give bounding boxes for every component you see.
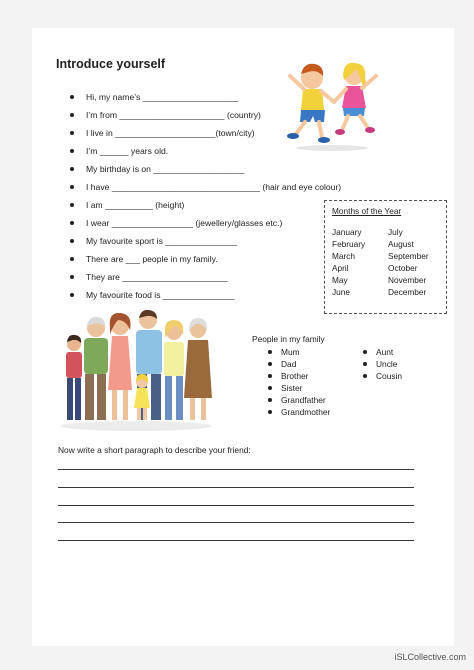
girl-skirt [343, 108, 365, 116]
boy-leg-left [296, 122, 305, 134]
sentence-item: My birthday is on ___________________ [70, 160, 341, 178]
months-row: June December [332, 287, 427, 297]
sentence-item: I’m from ______________________ (country) [70, 106, 341, 124]
bullet-icon [268, 374, 272, 378]
bullet-icon [363, 362, 367, 366]
grandfather-leg [97, 374, 106, 420]
boy-leg [75, 378, 81, 420]
writing-line [58, 522, 414, 523]
family-list-right [363, 346, 402, 382]
boy-shoe [287, 133, 299, 139]
months-row: February August [332, 239, 414, 249]
bullet-icon [70, 95, 74, 99]
grandmother-leg [201, 398, 206, 420]
bullet-icon [363, 350, 367, 354]
sentence-item: Hi, my name’s ____________________ [70, 88, 341, 106]
family-item: Mum [268, 346, 330, 358]
site-watermark: iSLCollective.com [394, 652, 466, 662]
girl-leg [143, 408, 147, 420]
sentence-item: I live in _____________________(town/city) [70, 124, 341, 142]
sentence-item: I wear _________________ (jewellery/glasses etc.) [70, 214, 341, 232]
mother-dress [108, 336, 132, 390]
sentence-item: My favourite sport is _______________ [70, 232, 341, 250]
grandfather-leg [85, 374, 94, 420]
writing-line [58, 505, 414, 506]
paragraph-prompt: Now write a short paragraph to describe your friend: [58, 445, 251, 455]
bullet-icon [363, 374, 367, 378]
family-item: Brother [268, 370, 330, 382]
sentence-item: My favourite food is _______________ [70, 286, 341, 304]
months-row: March September [332, 251, 429, 261]
sister-leg [176, 376, 183, 420]
sentence-item: I am __________ (height) [70, 196, 341, 214]
mother-leg [123, 390, 128, 420]
mother-leg [112, 390, 117, 420]
girl-leg [137, 408, 141, 420]
writing-line [58, 540, 414, 541]
girl-shoe [365, 127, 375, 133]
months-row: May November [332, 275, 427, 285]
shadow [60, 421, 212, 431]
father-leg [151, 374, 161, 420]
months-grid [332, 227, 429, 299]
girl-leg-left [342, 116, 348, 130]
sentence-item: There are ___ people in my family. [70, 250, 341, 268]
sentence-item: I’m ______ years old. [70, 142, 341, 160]
grandmother-leg [190, 398, 195, 420]
bullet-icon [70, 221, 74, 225]
bullet-icon [268, 386, 272, 390]
bullet-icon [70, 185, 74, 189]
boy-shoe [318, 137, 330, 143]
family-list-left [268, 346, 330, 418]
bullet-icon [268, 410, 272, 414]
grandfather-sweater [84, 338, 108, 374]
family-item: Grandmother [268, 406, 330, 418]
shadow [296, 145, 368, 151]
family-item: Uncle [363, 358, 402, 370]
months-row: January July [332, 227, 403, 237]
family-illustration [56, 306, 216, 432]
months-of-year-box [324, 200, 447, 314]
bullet-icon [70, 293, 74, 297]
bullet-icon [70, 167, 74, 171]
worksheet-title: Introduce yourself [56, 57, 166, 71]
family-item: Cousin [363, 370, 402, 382]
father-shirt [136, 330, 162, 374]
writing-line [58, 469, 414, 470]
family-item: Dad [268, 358, 330, 370]
bullet-icon [70, 275, 74, 279]
sister-top [164, 342, 184, 376]
bullet-icon [268, 362, 272, 366]
sister-leg [165, 376, 172, 420]
girl-leg-right [360, 116, 368, 128]
boy-shorts [300, 110, 325, 122]
family-title: People in my family [252, 334, 325, 344]
bullet-icon [70, 113, 74, 117]
boy-shirt [66, 352, 82, 378]
bullet-icon [268, 350, 272, 354]
months-row: April October [332, 263, 418, 273]
boy-leg-right [319, 122, 322, 138]
sentence-item: I have _______________________________ (hair and eye colour) [70, 178, 341, 196]
months-title: Months of the Year [332, 206, 402, 216]
girl-dress [134, 388, 150, 408]
family-item: Aunt [363, 346, 402, 358]
bullet-icon [70, 257, 74, 261]
bullet-icon [70, 131, 74, 135]
boy-leg [67, 378, 73, 420]
sentence-item: They are ______________________ [70, 268, 341, 286]
girl-shoe [335, 129, 345, 135]
bullet-icon [70, 149, 74, 153]
family-item: Sister [268, 382, 330, 394]
bullet-icon [70, 203, 74, 207]
grandmother-dress [184, 340, 212, 398]
family-item: Grandfather [268, 394, 330, 406]
jumping-children-illustration [284, 58, 382, 152]
writing-line [58, 487, 414, 488]
bullet-icon [70, 239, 74, 243]
bullet-icon [268, 398, 272, 402]
